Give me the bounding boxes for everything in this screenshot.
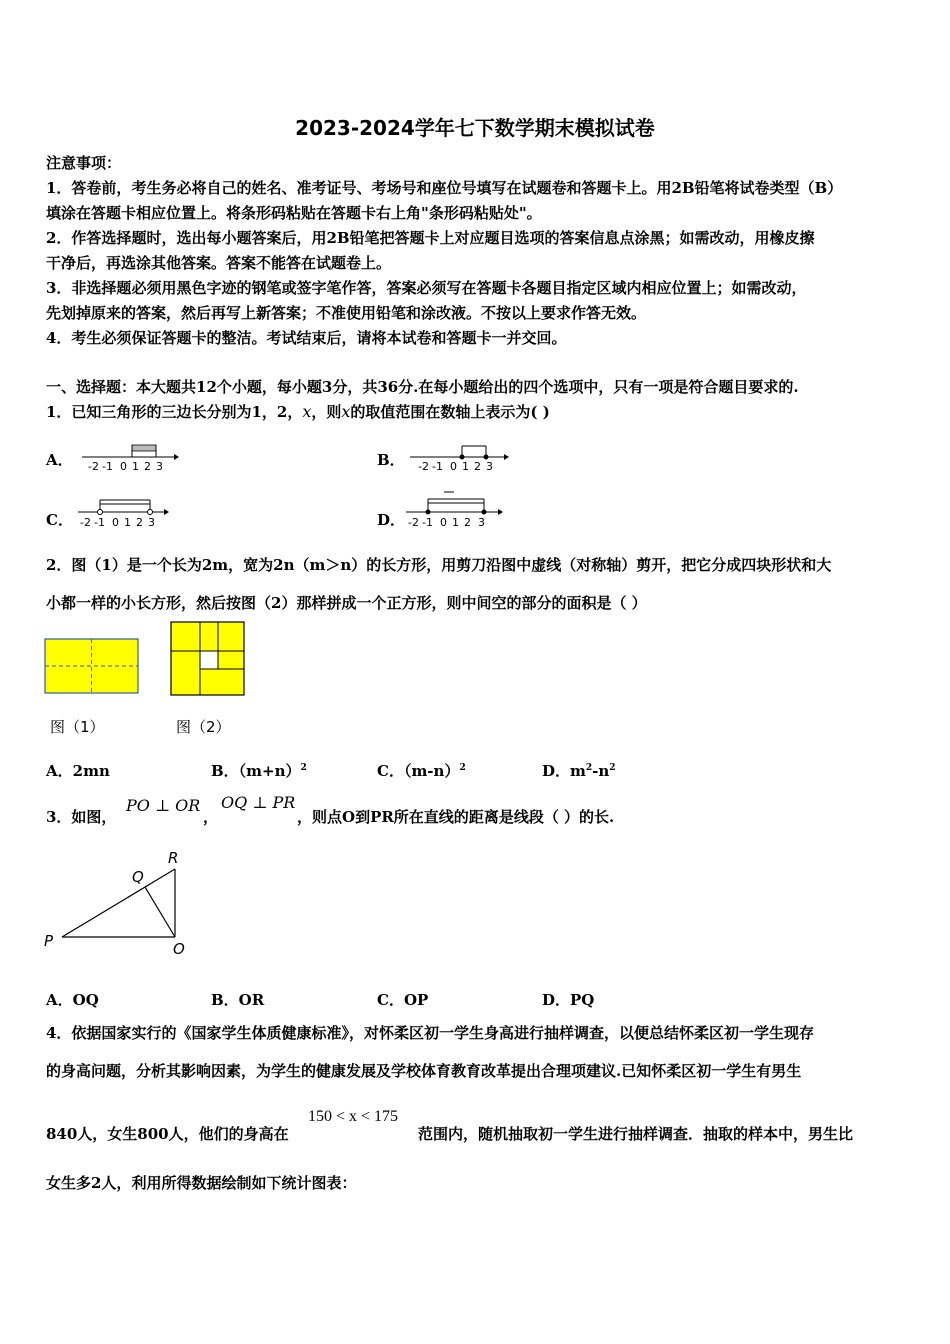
axis-label: -1 bbox=[102, 460, 113, 473]
question-2-line: 2．图（1）是一个长为2m，宽为2n（m＞n）的长方形，用剪刀沿图中虚线（对称轴）剪开，把它分成四块形状和大 bbox=[46, 556, 832, 574]
notice-line: 填涂在答题卡相应位置上。将条形码粘贴在答题卡右上角"条形码粘贴处"。 bbox=[46, 204, 542, 222]
axis-label: -1 bbox=[422, 516, 433, 529]
q1-text: ，则 bbox=[311, 403, 342, 421]
notice-line: 2．作答选择题时，选出每小题答案后，用2B铅笔把答题卡上对应题目选项的答案信息点涂黑；如需改动，用橡皮擦 bbox=[46, 229, 815, 247]
q2-option-d-sup: 2 bbox=[609, 763, 616, 773]
axis-label: -2 bbox=[408, 516, 419, 529]
axis-label: 3 bbox=[148, 516, 155, 529]
q1-option-c-label[interactable]: C． bbox=[46, 511, 73, 529]
notice-line: 干净后，再选涂其他答案。答案不能答在试题卷上。 bbox=[46, 254, 392, 272]
axis-label: -2 bbox=[88, 460, 99, 473]
vertex-label: P bbox=[44, 932, 54, 950]
axis-label: 3 bbox=[156, 460, 163, 473]
notice-line: 先划掉原来的答案，然后再写上新答案；不准使用铅笔和涂改液。不按以上要求作答无效。 bbox=[46, 304, 647, 322]
q1-var: x bbox=[341, 402, 351, 421]
notice-line: 4．考生必须保证答题卡的整洁。考试结束后，请将本试卷和答题卡一并交回。 bbox=[46, 329, 567, 347]
axis-label: 1 bbox=[462, 460, 469, 473]
axis-label: 0 bbox=[120, 460, 127, 473]
axis-label: 2 bbox=[464, 516, 471, 529]
q1-option-d-numberline[interactable] bbox=[404, 488, 506, 530]
axis-label: 3 bbox=[478, 516, 485, 529]
q2-figure-1-caption: 图（1） bbox=[50, 718, 105, 736]
q2-figure-2-caption: 图（2） bbox=[176, 718, 231, 736]
q3-expr2: OQ ⊥ PR bbox=[221, 793, 296, 812]
q1-option-a-numberline[interactable] bbox=[80, 440, 180, 474]
q1-option-c-numberline[interactable] bbox=[76, 495, 172, 531]
q3-comma: ， bbox=[203, 808, 219, 826]
axis-label: -1 bbox=[94, 516, 105, 529]
q3-option-a[interactable]: A．OQ bbox=[46, 991, 99, 1009]
q2-option-d[interactable] bbox=[542, 760, 616, 781]
axis-label: 2 bbox=[474, 460, 481, 473]
q2-figure-1-rectangle bbox=[44, 638, 140, 696]
question-2-line: 小都一样的小长方形，然后按图（2）那样拼成一个正方形，则中间空的部分的面积是（ ） bbox=[46, 594, 647, 612]
vertex-label: Q bbox=[132, 868, 144, 886]
axis-label: 1 bbox=[124, 516, 131, 529]
q1-text: 的取值范围在数轴上表示为( ) bbox=[350, 403, 550, 421]
axis-label: 1 bbox=[452, 516, 459, 529]
axis-label: 3 bbox=[486, 460, 493, 473]
q4-line3-suffix: 范围内，随机抽取初一学生进行抽样调查．抽取的样本中，男生比 bbox=[418, 1125, 854, 1143]
q2-option-d-text: D．m bbox=[542, 762, 586, 780]
axis-label: -2 bbox=[418, 460, 429, 473]
q2-option-d-text: -n bbox=[592, 762, 610, 780]
question-4-line: 的身高问题，分析其影响因素，为学生的健康发展及学校体育教育改革提出合理项建议.已知怀柔区初一学生有男生 bbox=[46, 1062, 802, 1080]
q2-option-c-text: C．（m-n） bbox=[377, 762, 460, 780]
q2-option-b-text: B．（m+n） bbox=[211, 762, 301, 780]
notice-line: 3．非选择题必须用黑色字迹的钢笔或签字笔作答，答案必须写在答题卡各题目指定区域内相应位置上；如需改动， bbox=[46, 279, 807, 297]
notice-line: 1．答卷前，考生务必将自己的姓名、准考证号、考场号和座位号填写在试题卷和答题卡上。用2B铅笔将试卷类型（B） bbox=[46, 179, 843, 197]
q1-option-d-label[interactable]: D． bbox=[377, 511, 406, 529]
q3-option-d[interactable]: D．PQ bbox=[542, 991, 595, 1009]
q1-option-b-numberline[interactable] bbox=[408, 440, 510, 474]
axis-label: 0 bbox=[450, 460, 457, 473]
q1-option-a-label[interactable]: A． bbox=[46, 451, 73, 469]
q3-prefix: 3．如图， bbox=[46, 808, 117, 826]
axis-label: 0 bbox=[440, 516, 447, 529]
q2-option-b-sup: 2 bbox=[300, 763, 307, 773]
axis-label: 0 bbox=[112, 516, 119, 529]
question-4-line: 4．依据国家实行的《国家学生体质健康标准》，对怀柔区初一学生身高进行抽样调查，以便总结怀柔区初一学生现存 bbox=[46, 1024, 814, 1042]
q3-triangle-figure bbox=[40, 846, 200, 958]
q2-option-a[interactable]: A．2mn bbox=[46, 762, 110, 780]
section-heading: 一、选择题：本大题共12个小题，每小题3分，共36分.在每小题给出的四个选项中，只有一项是符合题目要求的. bbox=[46, 378, 799, 396]
q2-figure-2-square bbox=[170, 621, 246, 697]
q3-suffix: ，则点O到PR所在直线的距离是线段（ ）的长. bbox=[297, 808, 615, 826]
q2-option-c[interactable] bbox=[377, 760, 466, 781]
axis-label: 2 bbox=[144, 460, 151, 473]
question-4-line: 女生多2人，利用所得数据绘制如下统计图表： bbox=[46, 1174, 357, 1192]
q3-expr1: PO ⊥ OR bbox=[126, 796, 201, 815]
q2-option-b[interactable] bbox=[211, 760, 307, 781]
q1-option-b-label[interactable]: B． bbox=[377, 451, 405, 469]
q4-line3-prefix: 840人，女生800人，他们的身高在 bbox=[46, 1125, 289, 1143]
q4-inequality: 150 < x < 175 bbox=[308, 1108, 399, 1125]
q1-text: 1．已知三角形的三边长分别为1，2， bbox=[46, 403, 303, 421]
q2-option-d-sup: 2 bbox=[585, 763, 593, 773]
q2-option-c-sup: 2 bbox=[459, 763, 466, 773]
q3-option-c[interactable]: C．OP bbox=[377, 991, 429, 1009]
page-title: 2023-2024学年七下数学期末模拟试卷 bbox=[295, 116, 655, 140]
axis-label: -2 bbox=[80, 516, 91, 529]
question-1-stem bbox=[46, 401, 550, 422]
vertex-label: O bbox=[173, 940, 185, 958]
axis-label: 2 bbox=[136, 516, 143, 529]
q1-var: x bbox=[302, 402, 312, 421]
axis-label: -1 bbox=[432, 460, 443, 473]
q3-option-b[interactable]: B．OR bbox=[211, 991, 265, 1009]
notice-heading: 注意事项： bbox=[46, 154, 122, 172]
vertex-label: R bbox=[168, 849, 179, 867]
axis-label: 1 bbox=[132, 460, 139, 473]
